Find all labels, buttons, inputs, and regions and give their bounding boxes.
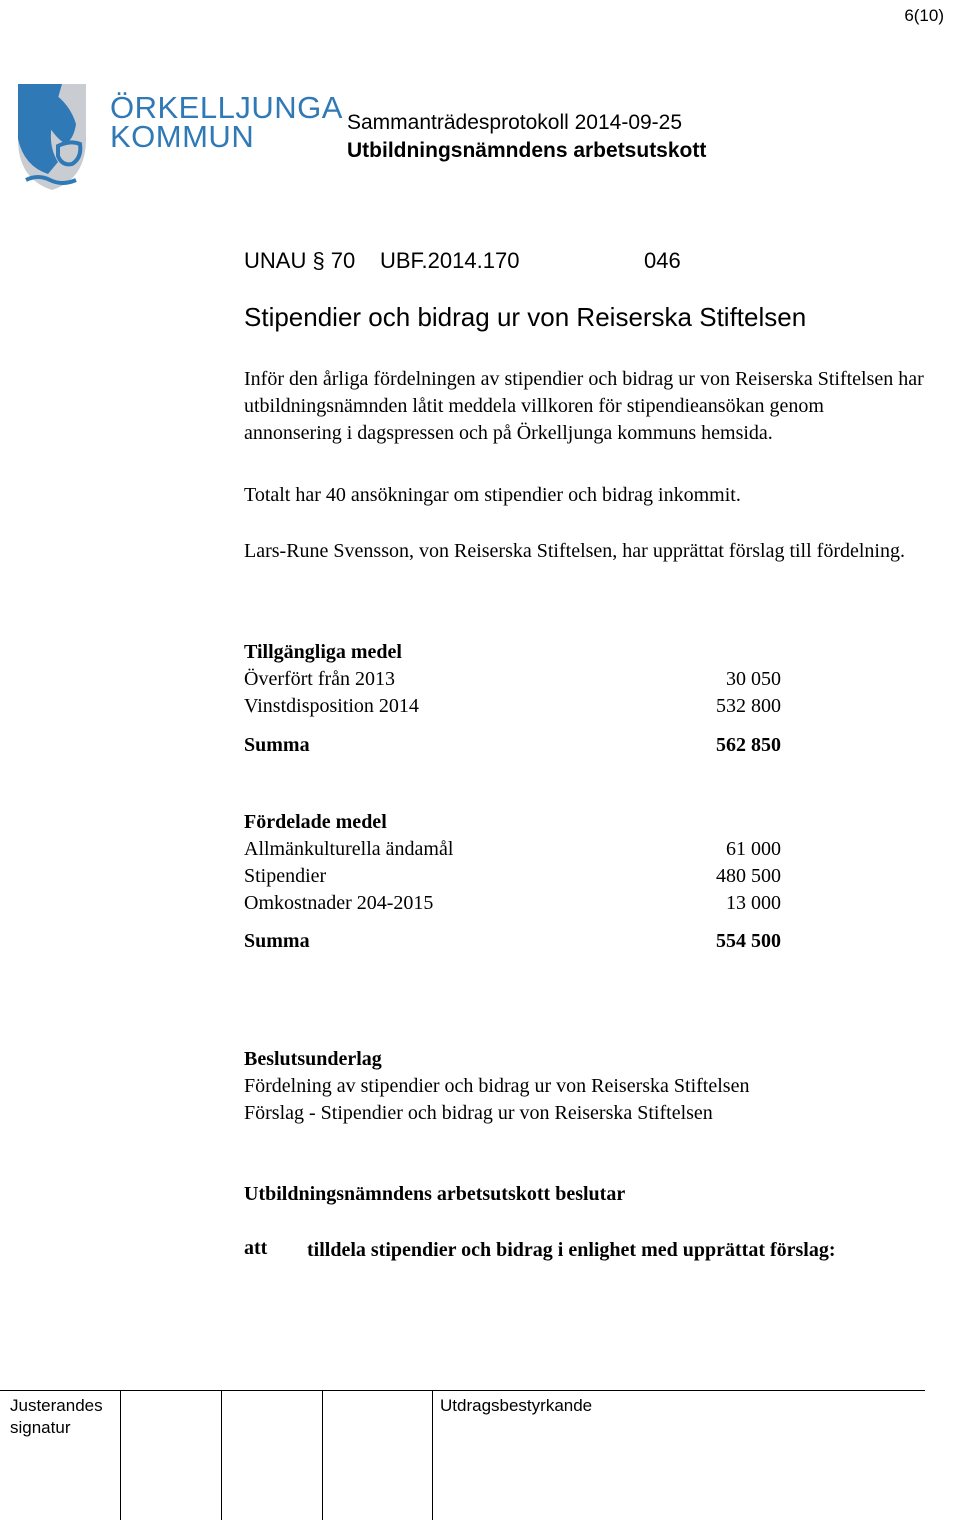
- signatur-label: signatur: [10, 1418, 71, 1437]
- row-value: 480 500: [716, 865, 781, 887]
- basis-item: Fördelning av stipendier och bidrag ur von Reiserska Stiftelsen: [244, 1075, 750, 1097]
- logo-line1: ÖRKELLJUNGA: [110, 90, 343, 125]
- signature-box-divider: [432, 1390, 433, 1520]
- row-label: Allmänkulturella ändamål: [244, 838, 454, 860]
- row-label: Omkostnader 204-2015: [244, 892, 434, 914]
- available-heading: Tillgängliga medel: [244, 641, 402, 663]
- page-number: 6(10): [904, 6, 944, 25]
- distributed-heading: Fördelade medel: [244, 811, 387, 833]
- basis-heading: Beslutsunderlag: [244, 1048, 382, 1070]
- row-label: Vinstdisposition 2014: [244, 695, 419, 717]
- total-paragraph: Totalt har 40 ansökningar om stipendier och bidrag inkommit.: [244, 484, 741, 506]
- basis-item: Förslag - Stipendier och bidrag ur von Reiserska Stiftelsen: [244, 1102, 713, 1124]
- case-number: 046: [644, 248, 681, 273]
- sum-value: 562 850: [716, 734, 781, 756]
- municipality-logo: [18, 84, 343, 194]
- intro-paragraph: Inför den årliga fördelningen av stipendier och bidrag ur von Reiserska Stiftelsen har utbildningsnämnden låtit meddela villkoren för stipendieansökan genom annonsering i dagspressen och på Örkelljunga kommuns hemsida.: [244, 368, 924, 444]
- protocol-title: Sammanträdesprotokoll 2014-09-25: [347, 111, 683, 134]
- coat-of-arms-icon: [18, 84, 108, 194]
- committee-title: Utbildningsnämndens arbetsutskott: [347, 139, 707, 162]
- distributed-sum-row: [244, 930, 781, 953]
- row-value: 61 000: [726, 838, 781, 860]
- sum-value: 554 500: [716, 930, 781, 952]
- distributed-row: [244, 892, 781, 915]
- decision-text: tilldela stipendier och bidrag i enlighet med upprättat förslag:: [307, 1239, 836, 1261]
- row-label: Stipendier: [244, 865, 327, 887]
- row-label: Överfört från 2013: [244, 668, 396, 690]
- available-row: [244, 668, 781, 691]
- row-value: 532 800: [716, 695, 781, 717]
- row-value: 30 050: [726, 668, 781, 690]
- case-paragraph: UNAU § 70: [244, 248, 356, 273]
- distributed-row: [244, 865, 781, 888]
- decision-heading: Utbildningsnämndens arbetsutskott beslutar: [244, 1183, 626, 1205]
- signature-box-divider: [120, 1390, 121, 1520]
- footer-divider: [0, 1390, 925, 1391]
- utdrag-label: Utdragsbestyrkande: [440, 1396, 593, 1415]
- sum-label: Summa: [244, 734, 310, 756]
- sum-label: Summa: [244, 930, 310, 952]
- case-ref: UBF.2014.170: [380, 248, 520, 273]
- row-value: 13 000: [726, 892, 781, 914]
- available-row: [244, 695, 781, 718]
- available-sum-row: [244, 734, 781, 757]
- justerandes-label: Justerandes: [10, 1396, 103, 1415]
- signature-box-divider: [221, 1390, 222, 1520]
- logo-line2: KOMMUN: [110, 119, 255, 154]
- proposal-paragraph: Lars-Rune Svensson, von Reiserska Stiftelsen, har upprättat förslag till fördelning.: [244, 540, 905, 562]
- distributed-row: [244, 838, 781, 861]
- case-reference: [244, 248, 681, 274]
- decision-att: att: [244, 1237, 268, 1259]
- signature-box-divider: [322, 1390, 323, 1520]
- page-title: Stipendier och bidrag ur von Reiserska Stiftelsen: [244, 302, 807, 332]
